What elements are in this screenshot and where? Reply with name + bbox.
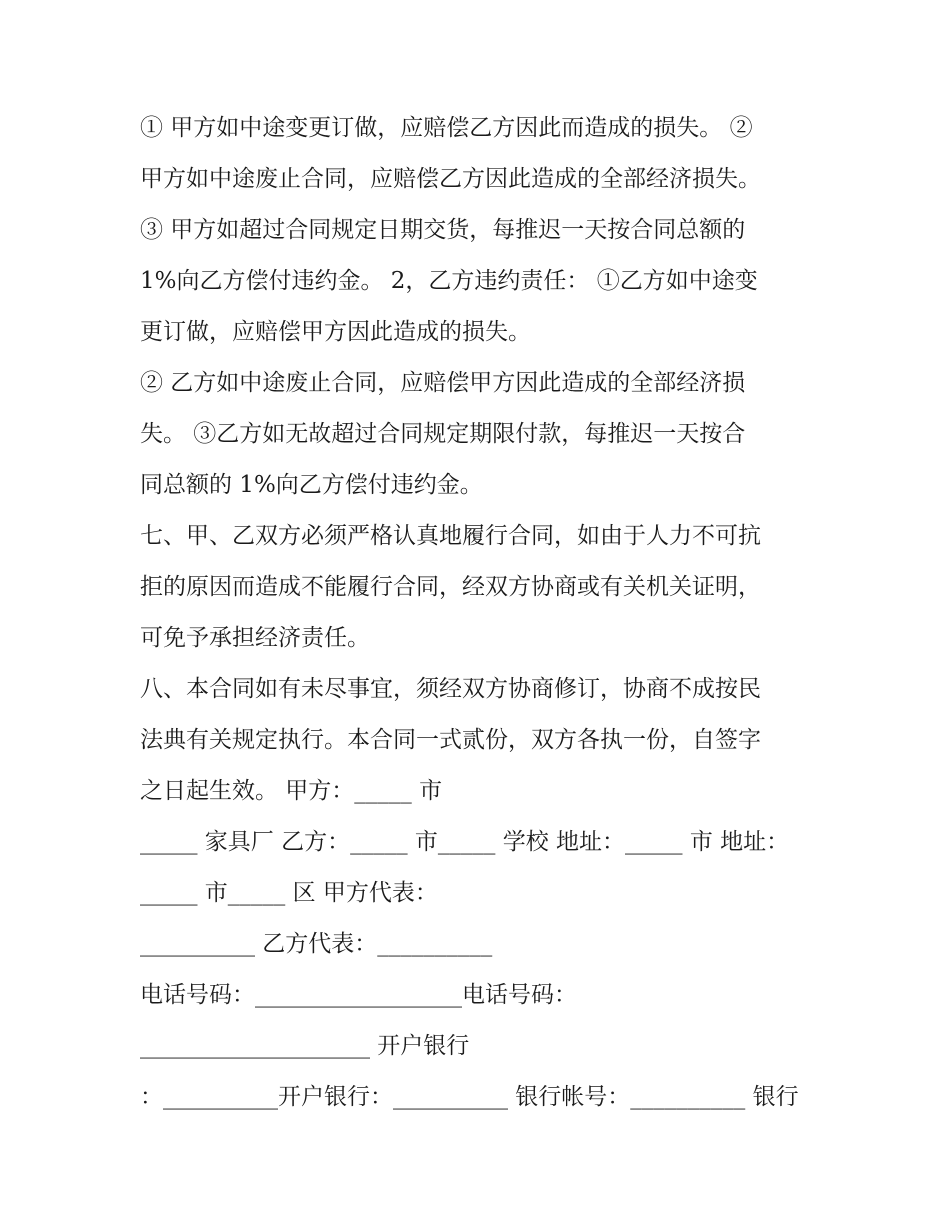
text-line: __________ 乙方代表：__________ xyxy=(140,931,493,957)
text-line: 同总额的 1%向乙方偿付违约金。 xyxy=(140,472,483,498)
text-line: ② 乙方如中途废止合同，应赔偿甲方因此造成的全部经济损 xyxy=(140,370,746,396)
text-line: ③ 甲方如超过合同规定日期交货，每推迟一天按合同总额的 xyxy=(140,217,746,243)
text-line: 失。 ③乙方如无故超过合同规定期限付款，每推迟一天按合 xyxy=(140,421,746,447)
text-line: 1%向乙方偿付违约金。 2，乙方违约责任： ①乙方如中途变 xyxy=(140,268,758,294)
text-line: 法典有关规定执行。本合同一式贰份，双方各执一份，自签字 xyxy=(140,727,761,753)
text-line: 拒的原因而造成不能履行合同，经双方协商或有关机关证明， xyxy=(140,574,761,600)
text-line: 可免予承担经济责任。 xyxy=(140,625,370,651)
text-line: _____ 家具厂 乙方：_____ 市_____ 学校 地址：_____ 市 地址： xyxy=(140,829,790,855)
text-line: ① 甲方如中途变更订做，应赔偿乙方因此而造成的损失。 ② xyxy=(140,115,753,141)
text-line: 甲方如中途废止合同，应赔偿乙方因此造成的全部经济损失。 xyxy=(140,166,761,192)
text-line: ____________________ 开户银行 xyxy=(140,1033,470,1059)
text-line: 更订做，应赔偿甲方因此造成的损失。 xyxy=(140,319,531,345)
contract-text xyxy=(140,103,830,1123)
text-line: 电话号码：__________________电话号码： xyxy=(140,982,577,1008)
text-line: _____ 市_____ 区 甲方代表： xyxy=(140,880,438,906)
text-line: ：__________开户银行：__________ 银行帐号：__________ 银行 xyxy=(140,1084,799,1110)
text-line: 之日起生效。 甲方：_____ 市 xyxy=(140,778,443,804)
text-line: 八、本合同如有未尽事宜，须经双方协商修订，协商不成按民 xyxy=(140,676,761,702)
text-line: 七、甲、乙双方必须严格认真地履行合同，如由于人力不可抗 xyxy=(140,523,761,549)
